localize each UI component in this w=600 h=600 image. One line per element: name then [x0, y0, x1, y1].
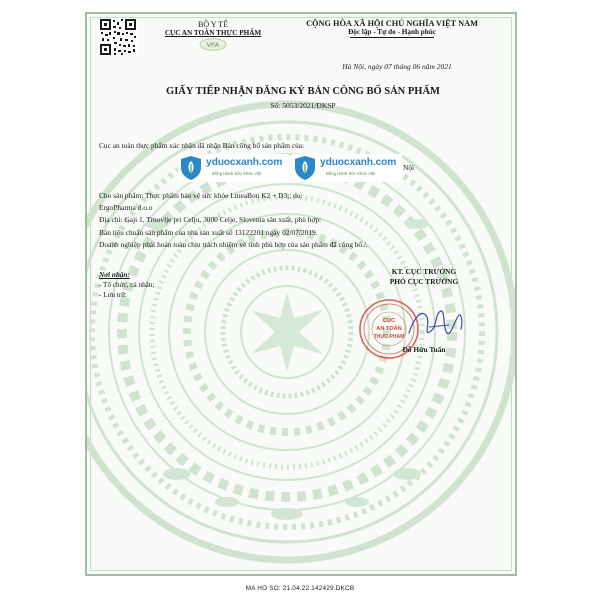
- document-number: Số: 5053/2021/ĐKSP: [270, 101, 336, 110]
- recipient-item: - Lưu trữ.: [99, 291, 127, 299]
- dossier-code: MA HO SO: 21.04.22.142429.DKCB: [245, 585, 355, 592]
- recipients-block: [99, 270, 154, 300]
- watermark-tagline: Đồng Hành Sức Khỏe Việt: [212, 171, 262, 176]
- agency-name: CỤC AN TOÀN THỰC PHẨM: [164, 29, 262, 37]
- national-heading: [282, 19, 502, 38]
- document-title: GIẤY TIẾP NHẬN ĐĂNG KÝ BẢN CÔNG BỐ SẢN PHẨM: [166, 86, 440, 97]
- vfa-logo: [199, 38, 227, 51]
- intro-text: Cục an toàn thực phẩm xác nhận đã nhận Bản công bố sản phẩm của:: [99, 141, 305, 150]
- watermark-tagline: Đồng Hành Sức Khỏe Việt: [326, 171, 376, 176]
- standard-line: Bản tiêu chuẩn sản phẩm của nhà sản xuất số 13122201 ngày 02/07/2019.: [99, 228, 318, 237]
- manufacturer-line: ErgoPharma d.o.o: [99, 203, 153, 212]
- issuing-agency-block: [153, 20, 273, 51]
- motto-underline: [350, 37, 434, 38]
- shield-icon: [179, 155, 203, 181]
- shield-icon: [293, 155, 317, 181]
- ministry-name: BỘ Y TẾ: [198, 20, 228, 29]
- svg-text:THỰC PHẨM: THỰC PHẨM: [373, 334, 405, 340]
- signatory-block: [349, 267, 499, 287]
- place-and-date: Hà Nội, ngày 07 tháng 06 năm 2021: [342, 62, 452, 71]
- signer-name: Đỗ Hữu Tuấn: [402, 345, 446, 354]
- watermark-logo: [178, 154, 288, 182]
- national-motto: Độc lập - Tự do - Hạnh phúc: [348, 28, 436, 36]
- watermark-brand: yduocxanh.com: [206, 157, 283, 168]
- svg-text:AN TOÀN: AN TOÀN: [376, 326, 402, 332]
- svg-text:CỤC: CỤC: [382, 318, 396, 324]
- watermark-logo: [292, 154, 402, 182]
- signatory-title-2: PHÓ CỤC TRƯỞNG: [389, 277, 459, 286]
- certificate-document: [85, 12, 517, 576]
- handwritten-signature: [405, 303, 467, 347]
- recipients-label: Nơi nhận:: [99, 271, 130, 279]
- qr-code: [99, 18, 137, 56]
- svg-text:VFA: VFA: [206, 42, 220, 49]
- intro-tail: Nội: [403, 163, 415, 172]
- responsibility-line: Doanh nghiệp phải hoàn toàn chịu trách nhiệm về tính phù hợp của sản phẩm đã công bố./.: [99, 240, 368, 249]
- republic-name: CỘNG HÒA XÃ HỘI CHỦ NGHĨA VIỆT NAM: [306, 19, 478, 28]
- recipient-item: - Tổ chức, cá nhân;: [99, 281, 155, 289]
- signatory-title-1: KT. CỤC TRƯỞNG: [391, 267, 457, 276]
- product-line: Cho sản phẩm: Thực phẩm bảo vệ sức khỏe LineaBon K2 + D3;; do:: [99, 191, 303, 200]
- address-line: Địa chỉ: Gaji 1, Trnovlje pri Celju, 3000 Celje, Slovenia sản xuất, phù hợp:: [99, 215, 322, 224]
- watermark-brand: yduocxanh.com: [320, 157, 397, 168]
